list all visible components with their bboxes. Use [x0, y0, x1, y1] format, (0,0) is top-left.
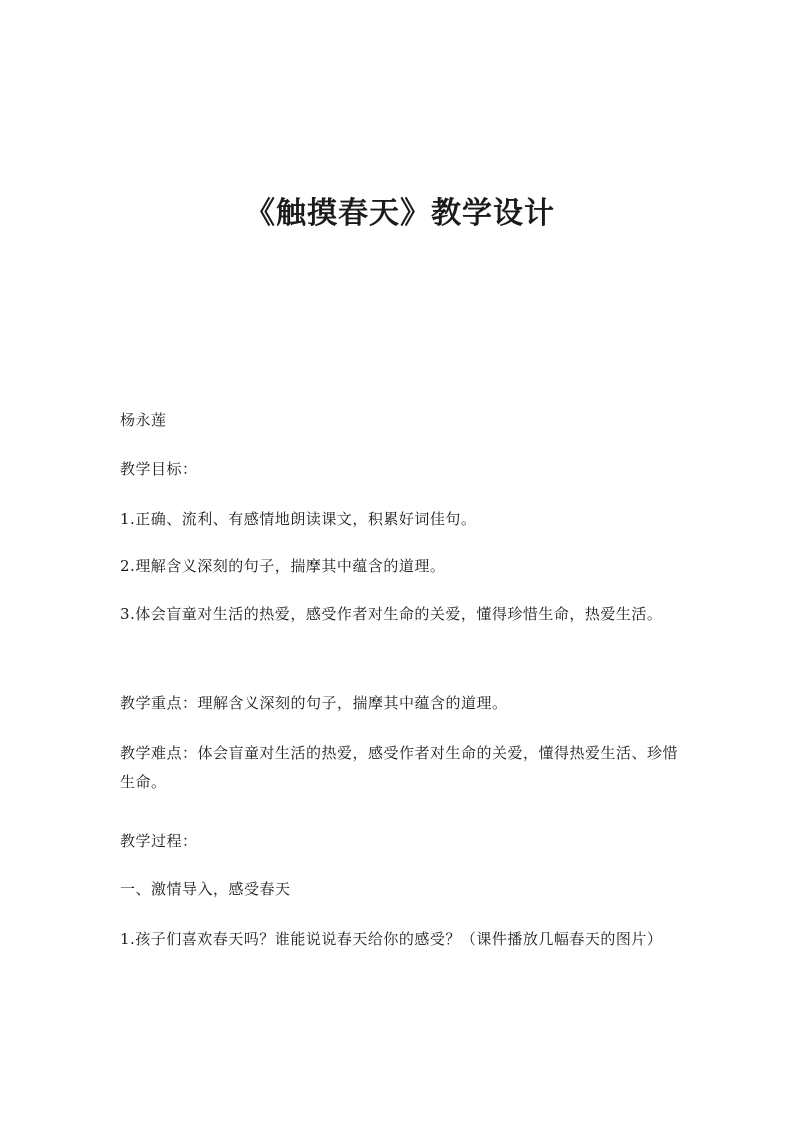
teaching-goals-heading: 教学目标：	[120, 460, 198, 478]
teaching-key-point: 教学重点：理解含义深刻的句子，揣摩其中蕴含的道理。	[120, 694, 508, 712]
teaching-process-heading: 教学过程：	[120, 832, 198, 850]
teaching-goal-1: 1.正确、流利、有感情地朗读课文，积累好词佳句。	[120, 510, 477, 528]
document-title: 《触摸春天》教学设计	[245, 196, 555, 231]
teaching-goal-3: 3.体会盲童对生活的热爱，感受作者对生命的关爱，懂得珍惜生命，热爱生活。	[120, 605, 663, 623]
section-heading-1: 一、激情导入，感受春天	[120, 880, 291, 898]
teaching-goal-2: 2.理解含义深刻的句子，揣摩其中蕴含的道理。	[120, 557, 446, 575]
teaching-difficulty: 教学难点：体会盲童对生活的热爱，感受作者对生命的关爱，懂得热爱生活、珍惜生命。	[120, 744, 679, 791]
process-step-1: 1.孩子们喜欢春天吗？谁能说说春天给你的感受？（课件播放几幅春天的图片）	[120, 930, 663, 948]
author-name: 杨永莲	[120, 411, 167, 429]
